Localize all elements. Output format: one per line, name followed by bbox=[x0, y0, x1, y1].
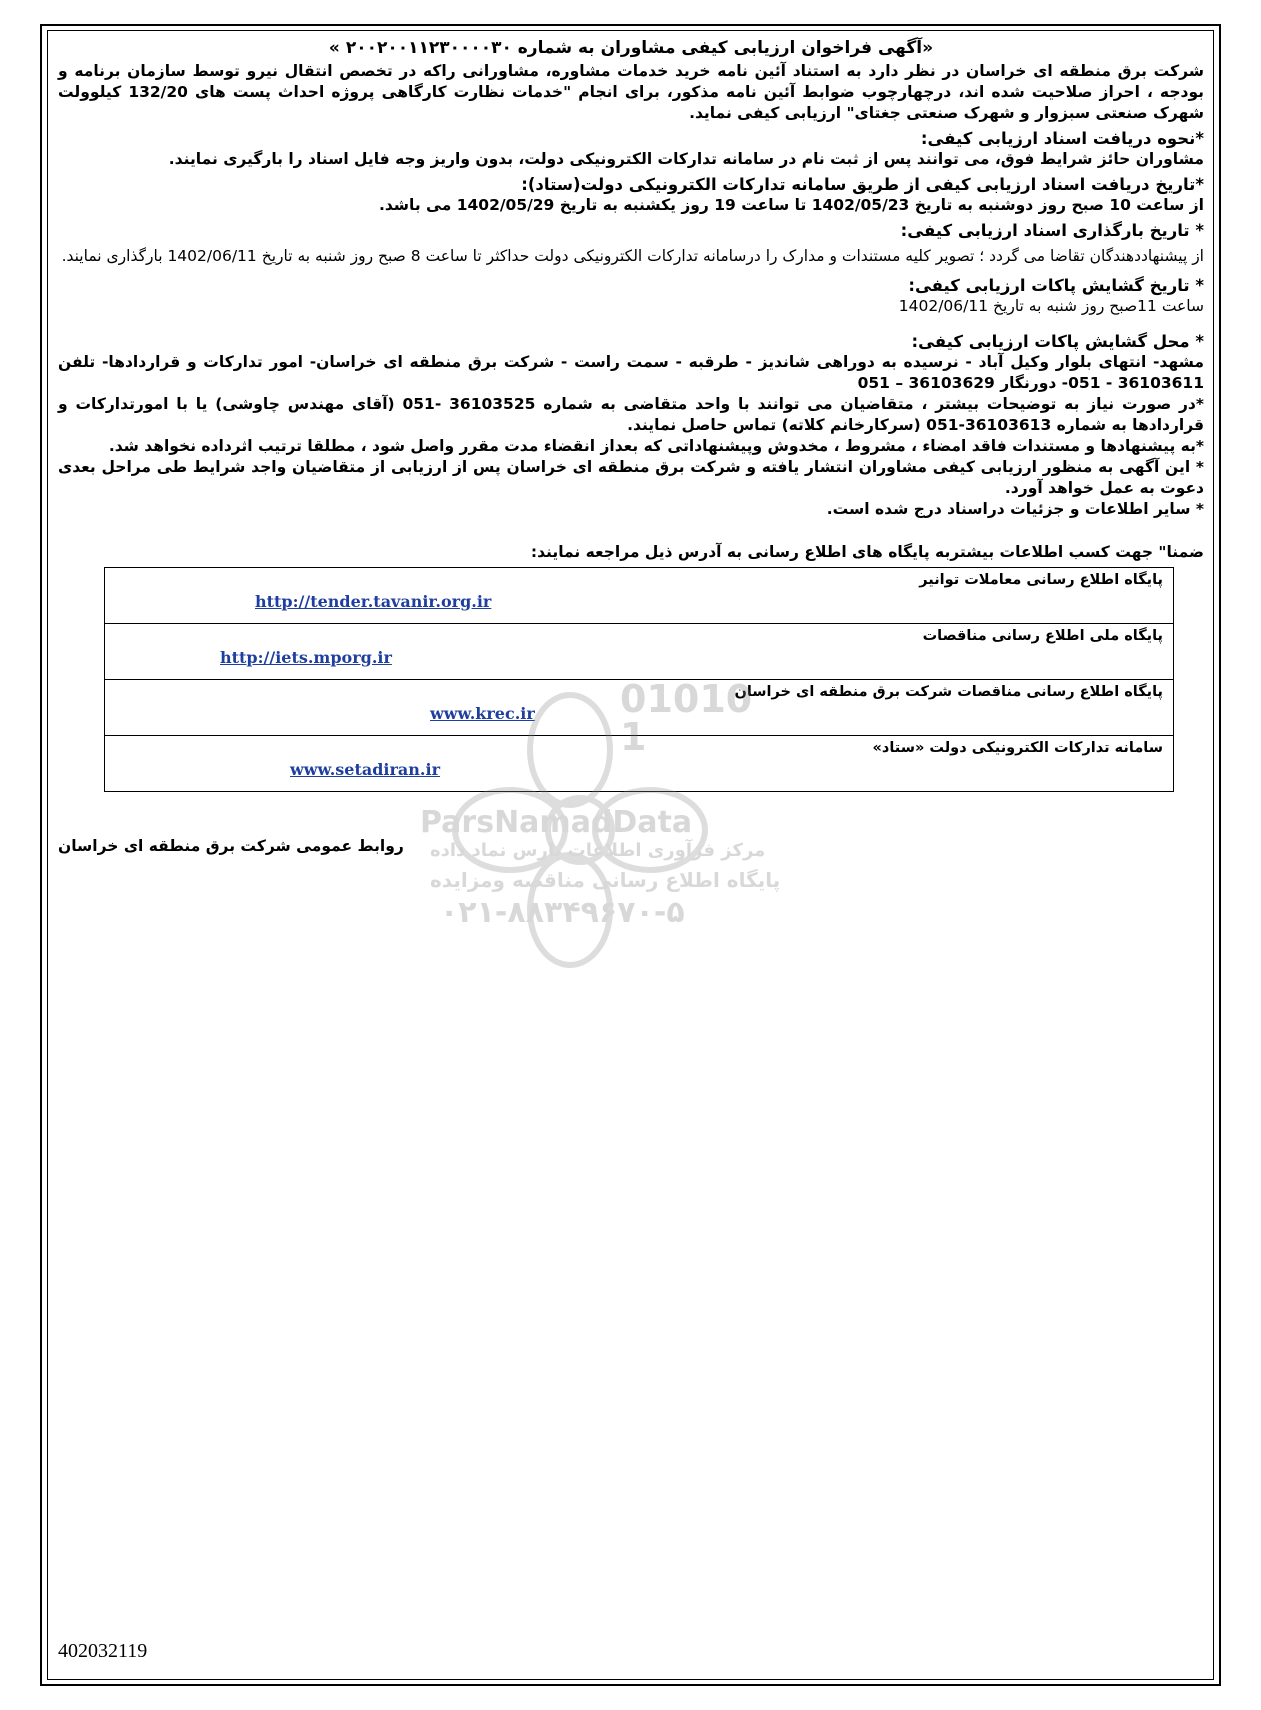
note-purpose: * این آگهی به منظور ارزیابی کیفی مشاوران انتشار یافته و شرکت برق منطقه ای خراسان پس از ارزیابی از متقاضیان واجد شرایط طی مراحل بعدی دعوت به عمل خواهد آورد. bbox=[58, 458, 1204, 497]
link-url-tavanir[interactable]: http://tender.tavanir.org.ir bbox=[255, 592, 492, 611]
section-heading-download-method: *نحوه دریافت اسناد ارزیابی کیفی: bbox=[920, 129, 1204, 148]
link-url-krec[interactable]: www.krec.ir bbox=[430, 704, 535, 723]
link-url-setad[interactable]: www.setadiran.ir bbox=[290, 760, 440, 779]
watermark-brand: ParsNamadData bbox=[420, 805, 693, 840]
intro-paragraph: شرکت برق منطقه ای خراسان در نظر دارد به استناد آئین نامه خرید خدمات مشاوره، مشاورانی راکه در تخصص انتقال نیرو توسط سازمان برنامه و بودجه ، احراز صلاحیت شده اند، درچهارچوب ضوابط آئین نامه مذکور، برای انجام "خدمات نظارت کارگاهی پروژه احداث پست های 132/20 کیلوولت شهرک صنعتی سبزوار و شهرک صنعتی جغتای" ارزیابی کیفی نماید. bbox=[58, 62, 1204, 122]
link-label: پایگاه ملی اطلاع رسانی مناقصات bbox=[922, 628, 1163, 644]
watermark-line2: پایگاه اطلاع رسانی مناقصه ومزایده bbox=[430, 868, 781, 892]
section-heading-download-date: *تاریخ دریافت اسناد ارزیابی کیفی از طریق سامانه تدارکات الکترونیکی دولت(ستاد): bbox=[521, 175, 1204, 194]
notice-title: «آگهی فراخوان ارزیابی کیفی مشاوران به شماره ۲۰۰۲۰۰۱۱۲۳۰۰۰۰۳۰ » bbox=[328, 38, 934, 58]
watermark-phone: ۰۲۱-۸۸۳۴۹۶۷۰-۵ bbox=[440, 895, 685, 930]
section-heading-opening-date: * تاریخ گشایش پاکات ارزیابی کیفی: bbox=[908, 276, 1204, 295]
section-text-upload-date: از پیشنهاددهندگان تقاضا می گردد ؛ تصویر کلیه مستندات و مدارک را درسامانه تدارکات الکترونیکی دولت حداکثر تا ساعت 8 صبح روز شنبه به تاریخ 1402/06/11 بارگذاری نمایند. bbox=[61, 247, 1204, 265]
note-contact: *در صورت نیاز به توضیحات بیشتر ، متقاضیان می توانند با واحد متقاضی به شماره 36103525 -051 (آقای مهندس چاوشی) یا با امورتدارکات و قراردادها به شماره 36103613-051 (سرکارخانم کلاته) تماس حاصل نمایند. bbox=[58, 395, 1204, 434]
watermark-line1: مرکز فرآوری اطلاعات پارس نماد داده bbox=[430, 840, 766, 861]
notice-body bbox=[58, 38, 1204, 857]
section-heading-upload-date: * تاریخ بارگذاری اسناد ارزیابی کیفی: bbox=[900, 221, 1204, 240]
section-text-download-date: از ساعت 10 صبح روز دوشنبه به تاریخ 1402/05/23 تا ساعت 19 روز یکشنبه به تاریخ 1402/05/29 می باشد. bbox=[378, 196, 1204, 214]
section-text-download-method: مشاوران حائز شرایط فوق، می توانند پس از ثبت نام در سامانه تدارکات الکترونیکی دولت، بدون واریز وجه فایل اسناد را بارگیری نمایند. bbox=[168, 150, 1204, 168]
watermark-digits: 010101 bbox=[620, 677, 753, 759]
links-row bbox=[105, 680, 1174, 736]
links-row bbox=[105, 624, 1174, 680]
section-text-opening-place: مشهد- انتهای بلوار وکیل آباد - نرسیده به دوراهی شاندیز - طرقبه - سمت راست - شرکت برق منطقه ای خراسان- امور تدارکات و قراردادها- تلفن 36103611 - 051- دورنگار 36103629 – 051 bbox=[58, 353, 1204, 392]
links-table bbox=[104, 567, 1174, 792]
links-row bbox=[105, 736, 1174, 792]
note-details: * سایر اطلاعات و جزئیات دراسناد درج شده است. bbox=[826, 500, 1204, 518]
link-label: پایگاه اطلاع رسانی مناقصات شرکت برق منطقه ای خراسان bbox=[734, 684, 1163, 700]
links-intro: ضمنا" جهت کسب اطلاعات بیشتربه پایگاه های اطلاع رسانی به آدرس ذیل مراجعه نمایند: bbox=[530, 543, 1204, 561]
document-number: 402032119 bbox=[58, 1640, 148, 1662]
links-row bbox=[105, 568, 1174, 624]
section-heading-opening-place: * محل گشایش پاکات ارزیابی کیفی: bbox=[911, 332, 1204, 351]
link-label: سامانه تدارکات الکترونیکی دولت «ستاد» bbox=[872, 740, 1163, 756]
note-invalid-bids: *به پیشنهادها و مستندات فاقد امضاء ، مشروط ، مخدوش وپیشنهاداتی که بعداز انقضاء مدت مقرر واصل شود ، مطلقا ترتیب اثرداده نخواهد شد. bbox=[108, 437, 1204, 455]
section-text-opening-date: ساعت 11صبح روز شنبه به تاریخ 1402/06/11 bbox=[898, 297, 1204, 315]
footer-signature: روابط عمومی شرکت برق منطقه ای خراسان bbox=[58, 837, 404, 855]
link-label: پایگاه اطلاع رسانی معاملات توانیر bbox=[919, 572, 1163, 588]
link-url-iets[interactable]: http://iets.mporg.ir bbox=[220, 648, 392, 667]
